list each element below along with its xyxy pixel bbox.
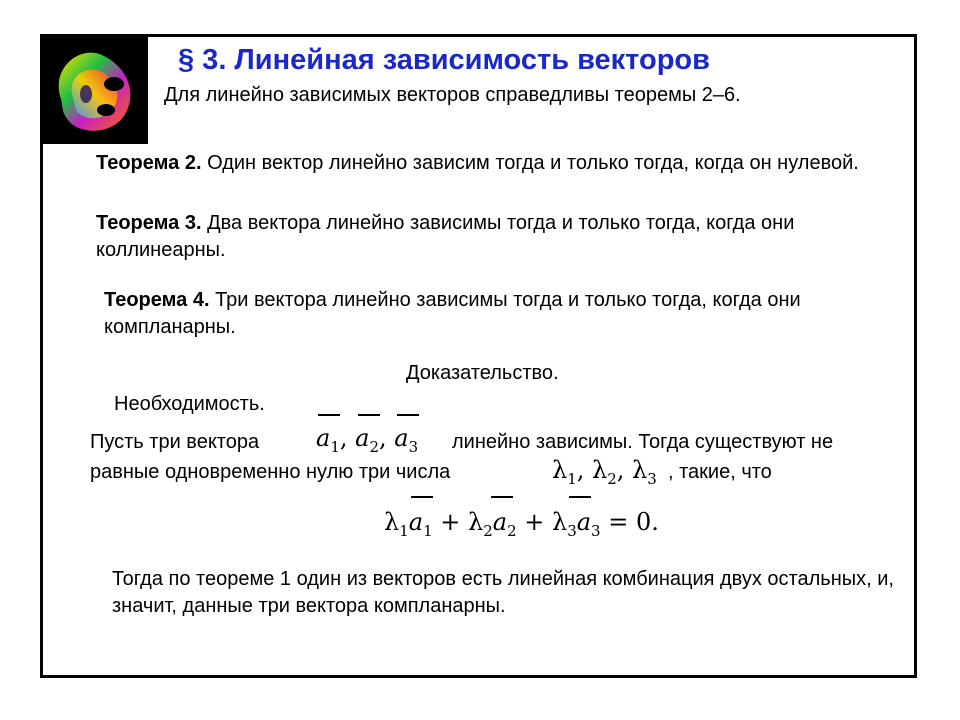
theorem-4 (104, 287, 904, 341)
theorem-2-text: Один вектор линейно зависим тогда и только тогда, когда он нулевой. (201, 152, 859, 174)
proof-line1-start: Пусть три вектора (90, 431, 260, 453)
vectors-math: $a_1$, $a_2$, $a_3$ (316, 424, 419, 456)
theorem-2-label: Теорема 2. (96, 152, 202, 174)
vector-bar-a1 (318, 414, 340, 416)
conclusion-text: Тогда по теореме 1 один из векторов есть линейная комбинация двух остальных, и, значит, данные три вектора компланарны. (112, 568, 894, 617)
lambdas-math: $\lambda_1$, $\lambda_2$, $\lambda_3$ (552, 456, 657, 488)
equation-bar-a3 (569, 496, 591, 498)
theorem-3-text: Два вектора линейно зависимы тогда и только тогда, когда они коллинеарны. (96, 212, 795, 261)
necessity-label: Необходимость. (114, 393, 265, 415)
proof-line2-end: , такие, что (668, 461, 772, 483)
proof-line2-start: равные одновременно нулю три числа (90, 461, 451, 483)
vector-bar-a2 (358, 414, 380, 416)
theorem-4-text: Три вектора линейно зависимы тогда и только тогда, когда они компланарны. (104, 289, 801, 338)
torus-logo-icon (42, 36, 148, 144)
slide-subtitle: Для линейно зависимых векторов справедливы теоремы 2–6. (164, 84, 741, 106)
theorem-4-label: Теорема 4. (104, 289, 210, 311)
proof-heading: Доказательство. (406, 362, 559, 384)
equation-math: $\lambda_1a_1 + \lambda_2a_2 + \lambda_3a_3 = 0$. (384, 508, 659, 540)
slide-title: § 3. Линейная зависимость векторов (178, 44, 710, 76)
equation-bar-a2 (491, 496, 513, 498)
vector-bar-a3 (397, 414, 419, 416)
equation-bar-a1 (411, 496, 433, 498)
theorem-3 (96, 210, 896, 264)
proof-line1-end: линейно зависимы. Тогда существуют не (452, 431, 834, 453)
theorem-3-label: Теорема 3. (96, 212, 202, 234)
theorem-2 (96, 150, 896, 177)
